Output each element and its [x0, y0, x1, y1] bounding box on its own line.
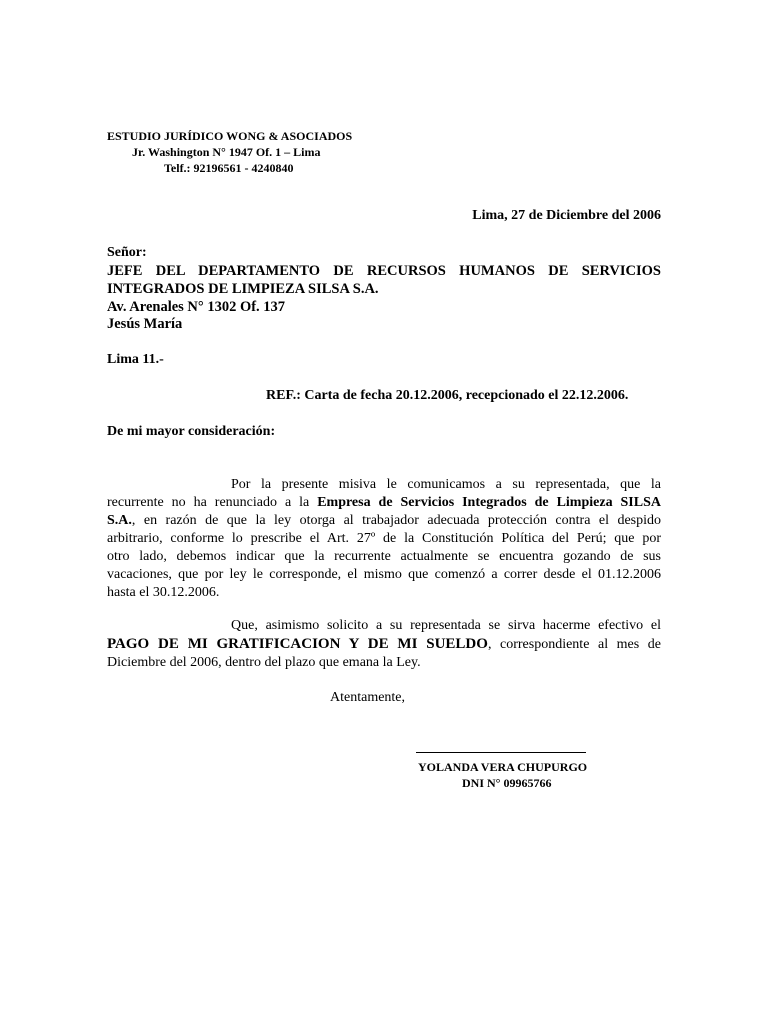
firm-name: ESTUDIO JURÍDICO WONG & ASOCIADOS: [107, 129, 353, 143]
signer-name: YOLANDA VERA CHUPURGO: [418, 760, 588, 774]
recipient-district: Jesús María: [107, 316, 183, 332]
firm-address: Jr. Washington N° 1947 Of. 1 – Lima: [132, 145, 321, 159]
recipient-title-line1: JEFE DEL DEPARTAMENTO DE RECURSOS HUMANOS DE SERVICIOS: [107, 263, 661, 279]
firm-phone: Telf.: 92196561 - 4240840: [164, 161, 294, 175]
letter-date: Lima, 27 de Diciembre del 2006: [472, 208, 661, 223]
body-paragraph-1: Por la presente misiva le comunicamos a su representada, que la recurrente no ha renunciado a la Empresa de Servicios Integrados de Limpieza SILSA S.A., en razón de que la ley otorga al trabajador adecuada protección contra el despido arbitrario, conforme lo prescribe el Art. 27º de la Constitución Política del Perú; que por otro lado, debemos indicar que la recurrente actualmente se encuentra gozando de sus vacaciones, que por ley le corresponde, el mismo que comenzó a correr desde el 01.12.2006 hasta el 30.12.2006.: [107, 477, 661, 600]
signer-dni: DNI N° 09965766: [462, 776, 552, 790]
recipient-city: Lima 11.-: [107, 352, 164, 367]
reference: REF.: Carta de fecha 20.12.2006, recepcionado el 22.12.2006.: [266, 388, 629, 403]
salutation: Señor:: [107, 245, 147, 260]
closing: Atentamente,: [330, 690, 406, 705]
greeting: De mi mayor consideración:: [107, 424, 276, 439]
recipient-address: Av. Arenales N° 1302 Of. 137: [107, 299, 286, 315]
recipient-title-line2: INTEGRADOS DE LIMPIEZA SILSA S.A.: [107, 281, 379, 297]
body-paragraph-2: Que, asimismo solicito a su representada se sirva hacerme efectivo el PAGO DE MI GRATIFICACION Y DE MI SUELDO, correspondiente al mes de Diciembre del 2006, dentro del plazo que emana la Ley.: [107, 618, 661, 670]
signature-line: [416, 752, 586, 753]
